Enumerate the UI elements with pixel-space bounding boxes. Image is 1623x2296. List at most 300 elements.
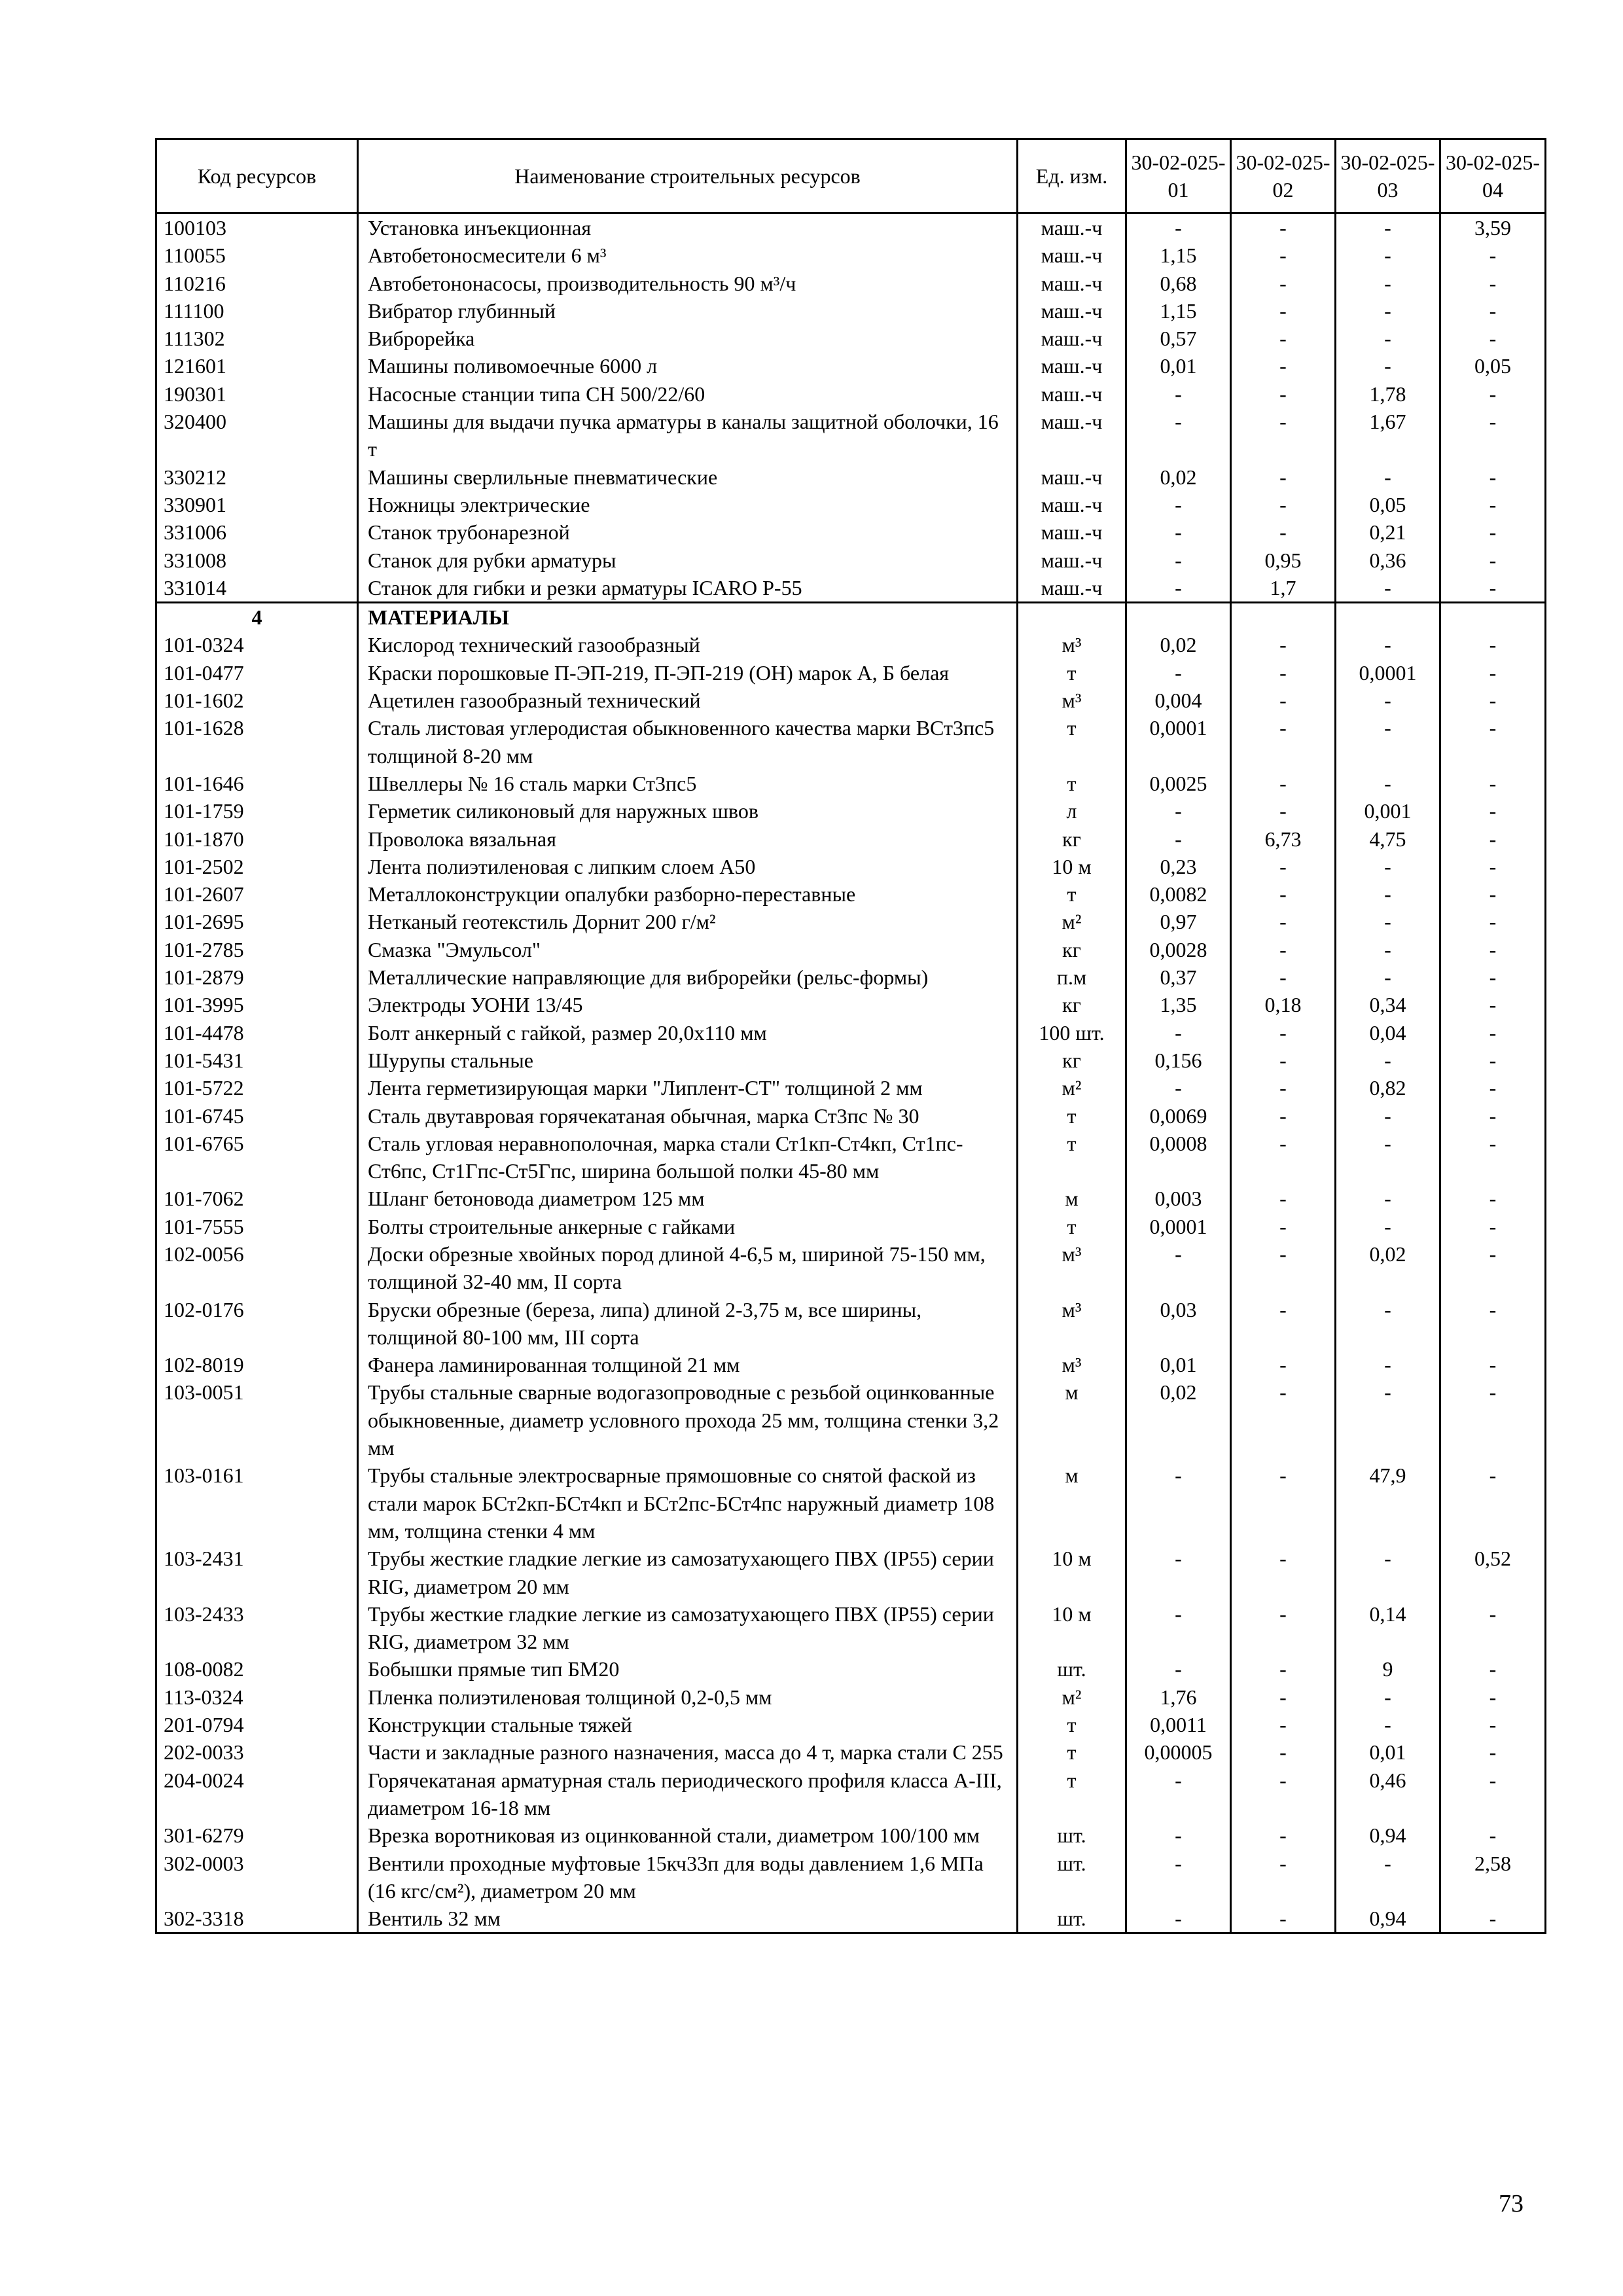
cell-code: 101-1628 <box>156 714 358 770</box>
table-row <box>156 1351 1546 1378</box>
cell-value-3: 0,0001 <box>1336 659 1440 687</box>
cell-value-4: - <box>1440 963 1546 991</box>
cell-value-4: - <box>1440 908 1546 935</box>
cell-value-4: - <box>1440 325 1546 352</box>
cell-value-3: - <box>1336 325 1440 352</box>
cell-value-4: - <box>1440 1462 1546 1545</box>
cell-unit: м <box>1018 1462 1126 1545</box>
cell-name: Трубы жесткие гладкие легкие из самозатухающего ПВХ (IP55) серии RIG, диаметром 20 мм <box>358 1545 1018 1600</box>
cell-unit: м² <box>1018 1074 1126 1102</box>
cell-value-2: - <box>1231 325 1336 352</box>
cell-value-2: - <box>1231 242 1336 269</box>
cell-value-3: - <box>1336 880 1440 908</box>
cell-value-1: 0,003 <box>1126 1185 1231 1212</box>
cell-value-3: 0,34 <box>1336 991 1440 1018</box>
cell-name: Смазка "Эмульсол" <box>358 936 1018 963</box>
cell-value-3: 0,14 <box>1336 1600 1440 1656</box>
header-col-4: 30-02-025-04 <box>1440 139 1546 213</box>
cell-name: Бруски обрезные (береза, липа) длиной 2-3,75 м, все ширины, толщиной 80-100 мм, III сорта <box>358 1296 1018 1352</box>
table-row <box>156 1767 1546 1822</box>
cell-value-3: - <box>1336 213 1440 242</box>
cell-value-1: - <box>1126 380 1231 408</box>
cell-unit: кг <box>1018 991 1126 1018</box>
empty-cell <box>1018 603 1126 632</box>
cell-name: Сталь листовая углеродистая обыкновенного качества марки ВСт3пс5 толщиной 8-20 мм <box>358 714 1018 770</box>
cell-value-2: - <box>1231 297 1336 325</box>
cell-value-1: 1,35 <box>1126 991 1231 1018</box>
cell-value-2: - <box>1231 1600 1336 1656</box>
table-body <box>156 213 1546 1933</box>
cell-unit: маш.-ч <box>1018 463 1126 491</box>
cell-value-4: - <box>1440 297 1546 325</box>
cell-value-3: - <box>1336 1850 1440 1905</box>
table-row <box>156 1905 1546 1933</box>
table-row <box>156 352 1546 380</box>
empty-cell <box>1336 603 1440 632</box>
cell-name: Электроды УОНИ 13/45 <box>358 991 1018 1018</box>
cell-value-1: 0,156 <box>1126 1047 1231 1074</box>
header-col-2: 30-02-025-02 <box>1231 139 1336 213</box>
cell-value-3: 0,001 <box>1336 797 1440 825</box>
cell-value-1: - <box>1126 1767 1231 1822</box>
cell-code: 201-0794 <box>156 1711 358 1738</box>
cell-value-3: - <box>1336 1351 1440 1378</box>
cell-name: Станок для рубки арматуры <box>358 547 1018 574</box>
cell-name: Машины поливомоечные 6000 л <box>358 352 1018 380</box>
cell-unit: маш.-ч <box>1018 213 1126 242</box>
cell-unit: кг <box>1018 936 1126 963</box>
cell-code: 101-1870 <box>156 825 358 853</box>
cell-unit: маш.-ч <box>1018 491 1126 518</box>
cell-value-2: - <box>1231 659 1336 687</box>
cell-value-2: 0,95 <box>1231 547 1336 574</box>
table-row <box>156 491 1546 518</box>
cell-value-4: - <box>1440 1378 1546 1462</box>
empty-cell <box>1126 603 1231 632</box>
cell-unit: т <box>1018 1738 1126 1766</box>
cell-value-4: - <box>1440 1821 1546 1849</box>
cell-value-1: 0,004 <box>1126 687 1231 714</box>
table-row <box>156 797 1546 825</box>
cell-value-3: - <box>1336 1185 1440 1212</box>
cell-value-3: 0,21 <box>1336 518 1440 546</box>
cell-value-4: - <box>1440 936 1546 963</box>
cell-value-2: - <box>1231 963 1336 991</box>
cell-code: 101-6765 <box>156 1130 358 1185</box>
cell-name: Трубы стальные сварные водогазопроводные с резьбой оцинкованные обыкновенные, диаметр условного прохода 25 мм, толщина стенки 3,2 мм <box>358 1378 1018 1462</box>
cell-value-3: - <box>1336 297 1440 325</box>
cell-value-3: 4,75 <box>1336 825 1440 853</box>
cell-value-4: - <box>1440 714 1546 770</box>
cell-value-4: - <box>1440 242 1546 269</box>
table-row <box>156 825 1546 853</box>
cell-value-1: - <box>1126 1074 1231 1102</box>
cell-name: Врезка воротниковая из оцинкованной стали, диаметром 100/100 мм <box>358 1821 1018 1849</box>
empty-cell <box>1440 603 1546 632</box>
cell-value-3: 0,94 <box>1336 1821 1440 1849</box>
cell-value-3: - <box>1336 463 1440 491</box>
cell-value-2: - <box>1231 1351 1336 1378</box>
cell-value-4: - <box>1440 574 1546 603</box>
cell-unit: кг <box>1018 1047 1126 1074</box>
table-row <box>156 853 1546 880</box>
cell-value-1: 0,01 <box>1126 1351 1231 1378</box>
cell-value-2: - <box>1231 1047 1336 1074</box>
cell-value-4: - <box>1440 770 1546 797</box>
cell-name: Сталь угловая неравнополочная, марка стали Ст1кп-Ст4кп, Ст1пс-Ст6пс, Ст1Гпс-Ст5Гпс, ширина большой полки 45-80 мм <box>358 1130 1018 1185</box>
cell-value-2: - <box>1231 408 1336 463</box>
cell-unit: маш.-ч <box>1018 574 1126 603</box>
cell-unit: п.м <box>1018 963 1126 991</box>
cell-value-4: - <box>1440 1683 1546 1711</box>
cell-unit: маш.-ч <box>1018 242 1126 269</box>
cell-name: Автобетоносмесители 6 м³ <box>358 242 1018 269</box>
cell-value-1: 0,0025 <box>1126 770 1231 797</box>
cell-code: 101-1602 <box>156 687 358 714</box>
cell-name: Горячекатаная арматурная сталь периодического профиля класса А-III, диаметром 16-18 мм <box>358 1767 1018 1822</box>
cell-code: 101-1646 <box>156 770 358 797</box>
cell-unit: маш.-ч <box>1018 547 1126 574</box>
table-row <box>156 714 1546 770</box>
table-row <box>156 1655 1546 1683</box>
cell-unit: м <box>1018 1378 1126 1462</box>
empty-cell <box>1231 603 1336 632</box>
cell-value-2: - <box>1231 1213 1336 1240</box>
cell-unit: шт. <box>1018 1905 1126 1933</box>
table-row <box>156 770 1546 797</box>
cell-code: 101-2695 <box>156 908 358 935</box>
cell-name: Установка инъекционная <box>358 213 1018 242</box>
cell-name: Конструкции стальные тяжей <box>358 1711 1018 1738</box>
cell-value-4: 3,59 <box>1440 213 1546 242</box>
cell-value-4: - <box>1440 1019 1546 1047</box>
cell-unit: 10 м <box>1018 1600 1126 1656</box>
cell-value-4: - <box>1440 1047 1546 1074</box>
cell-value-3: - <box>1336 1296 1440 1352</box>
cell-unit: маш.-ч <box>1018 297 1126 325</box>
header-name: Наименование строительных ресурсов <box>358 139 1018 213</box>
cell-value-1: - <box>1126 1655 1231 1683</box>
cell-value-2: - <box>1231 687 1336 714</box>
cell-value-1: 0,68 <box>1126 270 1231 297</box>
cell-value-1: 0,57 <box>1126 325 1231 352</box>
cell-unit: м³ <box>1018 687 1126 714</box>
cell-value-3: - <box>1336 1213 1440 1240</box>
cell-name: Металлические направляющие для виброрейки (рельс-формы) <box>358 963 1018 991</box>
cell-value-4: - <box>1440 518 1546 546</box>
cell-code: 102-8019 <box>156 1351 358 1378</box>
cell-value-1: - <box>1126 797 1231 825</box>
cell-value-1: 0,03 <box>1126 1296 1231 1352</box>
table-row <box>156 687 1546 714</box>
cell-code: 103-2431 <box>156 1545 358 1600</box>
table-row <box>156 1019 1546 1047</box>
cell-value-2: - <box>1231 797 1336 825</box>
table-row <box>156 242 1546 269</box>
cell-value-2: - <box>1231 352 1336 380</box>
cell-code: 103-0051 <box>156 1378 358 1462</box>
cell-value-1: - <box>1126 825 1231 853</box>
cell-name: Доски обрезные хвойных пород длиной 4-6,5 м, шириной 75-150 мм, толщиной 32-40 мм, II сорта <box>358 1240 1018 1296</box>
table-row <box>156 1130 1546 1185</box>
table-row <box>156 963 1546 991</box>
cell-value-1: 0,23 <box>1126 853 1231 880</box>
cell-value-4: - <box>1440 380 1546 408</box>
cell-value-4: - <box>1440 1711 1546 1738</box>
resource-table-page <box>155 138 1544 2193</box>
cell-name: Части и закладные разного назначения, масса до 4 т, марка стали С 255 <box>358 1738 1018 1766</box>
cell-code: 111302 <box>156 325 358 352</box>
table-row <box>156 1102 1546 1130</box>
table-row <box>156 297 1546 325</box>
table-row <box>156 518 1546 546</box>
cell-code: 101-5431 <box>156 1047 358 1074</box>
cell-code: 101-2785 <box>156 936 358 963</box>
cell-value-1: 0,37 <box>1126 963 1231 991</box>
cell-value-1: 0,0001 <box>1126 714 1231 770</box>
cell-code: 103-0161 <box>156 1462 358 1545</box>
cell-unit: маш.-ч <box>1018 408 1126 463</box>
cell-value-4: - <box>1440 1102 1546 1130</box>
cell-name: Шланг бетоновода диаметром 125 мм <box>358 1185 1018 1212</box>
cell-value-1: 0,02 <box>1126 463 1231 491</box>
table-row <box>156 1600 1546 1656</box>
cell-name: Автобетононасосы, производительность 90 м³/ч <box>358 270 1018 297</box>
cell-value-2: - <box>1231 1545 1336 1600</box>
cell-value-4: - <box>1440 659 1546 687</box>
cell-value-2: 6,73 <box>1231 825 1336 853</box>
cell-unit: маш.-ч <box>1018 325 1126 352</box>
cell-value-2: - <box>1231 1905 1336 1933</box>
table-row <box>156 631 1546 658</box>
cell-value-2: - <box>1231 1462 1336 1545</box>
cell-name: Станок трубонарезной <box>358 518 1018 546</box>
cell-code: 331006 <box>156 518 358 546</box>
cell-value-3: - <box>1336 1545 1440 1600</box>
table-header <box>156 139 1546 213</box>
cell-value-1: 0,0082 <box>1126 880 1231 908</box>
cell-name: Насосные станции типа СН 500/22/60 <box>358 380 1018 408</box>
cell-value-4: - <box>1440 631 1546 658</box>
cell-code: 330901 <box>156 491 358 518</box>
cell-name: Шурупы стальные <box>358 1047 1018 1074</box>
cell-unit: т <box>1018 1130 1126 1185</box>
cell-value-1: 0,97 <box>1126 908 1231 935</box>
cell-value-4: 0,05 <box>1440 352 1546 380</box>
cell-unit: м <box>1018 1185 1126 1212</box>
table-row <box>156 1047 1546 1074</box>
cell-value-4: - <box>1440 1600 1546 1656</box>
cell-value-3: 1,67 <box>1336 408 1440 463</box>
cell-name: Металлоконструкции опалубки разборно-переставные <box>358 880 1018 908</box>
cell-unit: м² <box>1018 908 1126 935</box>
table-row <box>156 1378 1546 1462</box>
cell-value-1: - <box>1126 518 1231 546</box>
cell-name: Трубы жесткие гладкие легкие из самозатухающего ПВХ (IP55) серии RIG, диаметром 32 мм <box>358 1600 1018 1656</box>
table-row <box>156 1240 1546 1296</box>
cell-value-3: 0,94 <box>1336 1905 1440 1933</box>
cell-unit: шт. <box>1018 1850 1126 1905</box>
cell-code: 101-2607 <box>156 880 358 908</box>
cell-value-2: - <box>1231 631 1336 658</box>
cell-value-3: 9 <box>1336 1655 1440 1683</box>
cell-value-3: - <box>1336 631 1440 658</box>
cell-value-2: - <box>1231 1378 1336 1462</box>
table-row <box>156 574 1546 603</box>
cell-value-2: 1,7 <box>1231 574 1336 603</box>
cell-value-4: - <box>1440 1130 1546 1185</box>
cell-value-4: - <box>1440 1296 1546 1352</box>
table-row <box>156 1821 1546 1849</box>
table-row <box>156 213 1546 242</box>
table-row <box>156 1074 1546 1102</box>
table-row <box>156 408 1546 463</box>
cell-value-4: - <box>1440 408 1546 463</box>
cell-value-2: - <box>1231 1655 1336 1683</box>
cell-value-2: - <box>1231 270 1336 297</box>
cell-unit: т <box>1018 1213 1126 1240</box>
cell-value-4: 0,52 <box>1440 1545 1546 1600</box>
cell-name: Краски порошковые П-ЭП-219, П-ЭП-219 (ОН) марок А, Б белая <box>358 659 1018 687</box>
cell-value-1: - <box>1126 1600 1231 1656</box>
cell-value-3: - <box>1336 1378 1440 1462</box>
cell-value-3: - <box>1336 352 1440 380</box>
cell-name: Лента полиэтиленовая с липким слоем А50 <box>358 853 1018 880</box>
cell-value-1: - <box>1126 1240 1231 1296</box>
cell-code: 202-0033 <box>156 1738 358 1766</box>
cell-value-4: - <box>1440 1767 1546 1822</box>
cell-code: 302-3318 <box>156 1905 358 1933</box>
cell-value-4: - <box>1440 1905 1546 1933</box>
cell-value-2: - <box>1231 936 1336 963</box>
cell-name: Ножницы электрические <box>358 491 1018 518</box>
cell-value-2: - <box>1231 1850 1336 1905</box>
section-number: 4 <box>156 603 358 632</box>
cell-value-3: - <box>1336 770 1440 797</box>
cell-value-1: 0,0008 <box>1126 1130 1231 1185</box>
resource-table <box>155 138 1546 1934</box>
cell-value-4: - <box>1440 547 1546 574</box>
cell-code: 331014 <box>156 574 358 603</box>
header-code: Код ресурсов <box>156 139 358 213</box>
table-row <box>156 380 1546 408</box>
cell-unit: м³ <box>1018 1296 1126 1352</box>
cell-code: 101-1759 <box>156 797 358 825</box>
cell-value-2: - <box>1231 1102 1336 1130</box>
cell-value-4: - <box>1440 1074 1546 1102</box>
cell-name: Швеллеры № 16 сталь марки Ст3пс5 <box>358 770 1018 797</box>
table-row <box>156 463 1546 491</box>
cell-name: Ацетилен газообразный технический <box>358 687 1018 714</box>
page-number: 73 <box>1499 2190 1524 2217</box>
cell-name: Болты строительные анкерные с гайками <box>358 1213 1018 1240</box>
cell-code: 331008 <box>156 547 358 574</box>
cell-value-1: 1,15 <box>1126 242 1231 269</box>
header-col-3: 30-02-025-03 <box>1336 139 1440 213</box>
table-row <box>156 1683 1546 1711</box>
cell-value-2: - <box>1231 1738 1336 1766</box>
cell-value-2: - <box>1231 1821 1336 1849</box>
cell-value-3: 0,82 <box>1336 1074 1440 1102</box>
cell-value-3: 0,36 <box>1336 547 1440 574</box>
cell-name: Фанера ламинированная толщиной 21 мм <box>358 1351 1018 1378</box>
cell-name: Сталь двутавровая горячекатаная обычная, марка Ст3пс № 30 <box>358 1102 1018 1130</box>
header-unit: Ед. изм. <box>1018 139 1126 213</box>
cell-code: 101-2502 <box>156 853 358 880</box>
cell-value-3: 0,01 <box>1336 1738 1440 1766</box>
cell-value-2: - <box>1231 518 1336 546</box>
cell-value-4: 2,58 <box>1440 1850 1546 1905</box>
cell-name: Вентили проходные муфтовые 15кч33п для воды давлением 1,6 МПа (16 кгс/см²), диаметром 20 мм <box>358 1850 1018 1905</box>
cell-unit: т <box>1018 770 1126 797</box>
cell-name: Лента герметизирующая марки "Липлент-СТ" толщиной 2 мм <box>358 1074 1018 1102</box>
table-row <box>156 1711 1546 1738</box>
cell-unit: 10 м <box>1018 1545 1126 1600</box>
cell-value-1: - <box>1126 213 1231 242</box>
cell-name: Трубы стальные электросварные прямошовные со снятой фаской из стали марок БСт2кп-БСт4кп и БСт2пс-БСт4пс наружный диаметр 108 мм, толщина стенки 4 мм <box>358 1462 1018 1545</box>
cell-code: 101-4478 <box>156 1019 358 1047</box>
cell-code: 101-7062 <box>156 1185 358 1212</box>
cell-value-4: - <box>1440 1738 1546 1766</box>
cell-value-2: - <box>1231 1185 1336 1212</box>
cell-value-4: - <box>1440 1213 1546 1240</box>
cell-value-1: - <box>1126 1905 1231 1933</box>
cell-value-1: - <box>1126 547 1231 574</box>
cell-code: 101-3995 <box>156 991 358 1018</box>
cell-unit: маш.-ч <box>1018 518 1126 546</box>
cell-code: 101-0324 <box>156 631 358 658</box>
table-row <box>156 1185 1546 1212</box>
cell-unit: 10 м <box>1018 853 1126 880</box>
cell-code: 111100 <box>156 297 358 325</box>
cell-value-3: - <box>1336 574 1440 603</box>
cell-value-2: - <box>1231 880 1336 908</box>
table-row <box>156 880 1546 908</box>
cell-value-2: - <box>1231 714 1336 770</box>
cell-value-4: - <box>1440 1185 1546 1212</box>
cell-value-4: - <box>1440 1351 1546 1378</box>
table-row <box>156 325 1546 352</box>
table-row <box>156 1213 1546 1240</box>
cell-value-2: - <box>1231 1711 1336 1738</box>
cell-value-4: - <box>1440 991 1546 1018</box>
cell-code: 101-5722 <box>156 1074 358 1102</box>
cell-value-3: 1,78 <box>1336 380 1440 408</box>
cell-value-2: - <box>1231 908 1336 935</box>
table-row <box>156 659 1546 687</box>
cell-value-4: - <box>1440 1240 1546 1296</box>
cell-value-2: - <box>1231 463 1336 491</box>
cell-unit: т <box>1018 1767 1126 1822</box>
cell-name: Станок для гибки и резки арматуры ICARO P-55 <box>358 574 1018 603</box>
cell-value-3: - <box>1336 1102 1440 1130</box>
table-row <box>156 1545 1546 1600</box>
cell-unit: т <box>1018 1102 1126 1130</box>
cell-value-1: - <box>1126 1821 1231 1849</box>
cell-name: Болт анкерный с гайкой, размер 20,0х110 мм <box>358 1019 1018 1047</box>
cell-value-4: - <box>1440 491 1546 518</box>
cell-unit: т <box>1018 880 1126 908</box>
cell-code: 190301 <box>156 380 358 408</box>
cell-value-4: - <box>1440 797 1546 825</box>
cell-value-4: - <box>1440 853 1546 880</box>
cell-unit: т <box>1018 714 1126 770</box>
section-row <box>156 603 1546 632</box>
cell-value-3: - <box>1336 963 1440 991</box>
cell-name: Машины сверлильные пневматические <box>358 463 1018 491</box>
table-row <box>156 1462 1546 1545</box>
cell-code: 101-2879 <box>156 963 358 991</box>
